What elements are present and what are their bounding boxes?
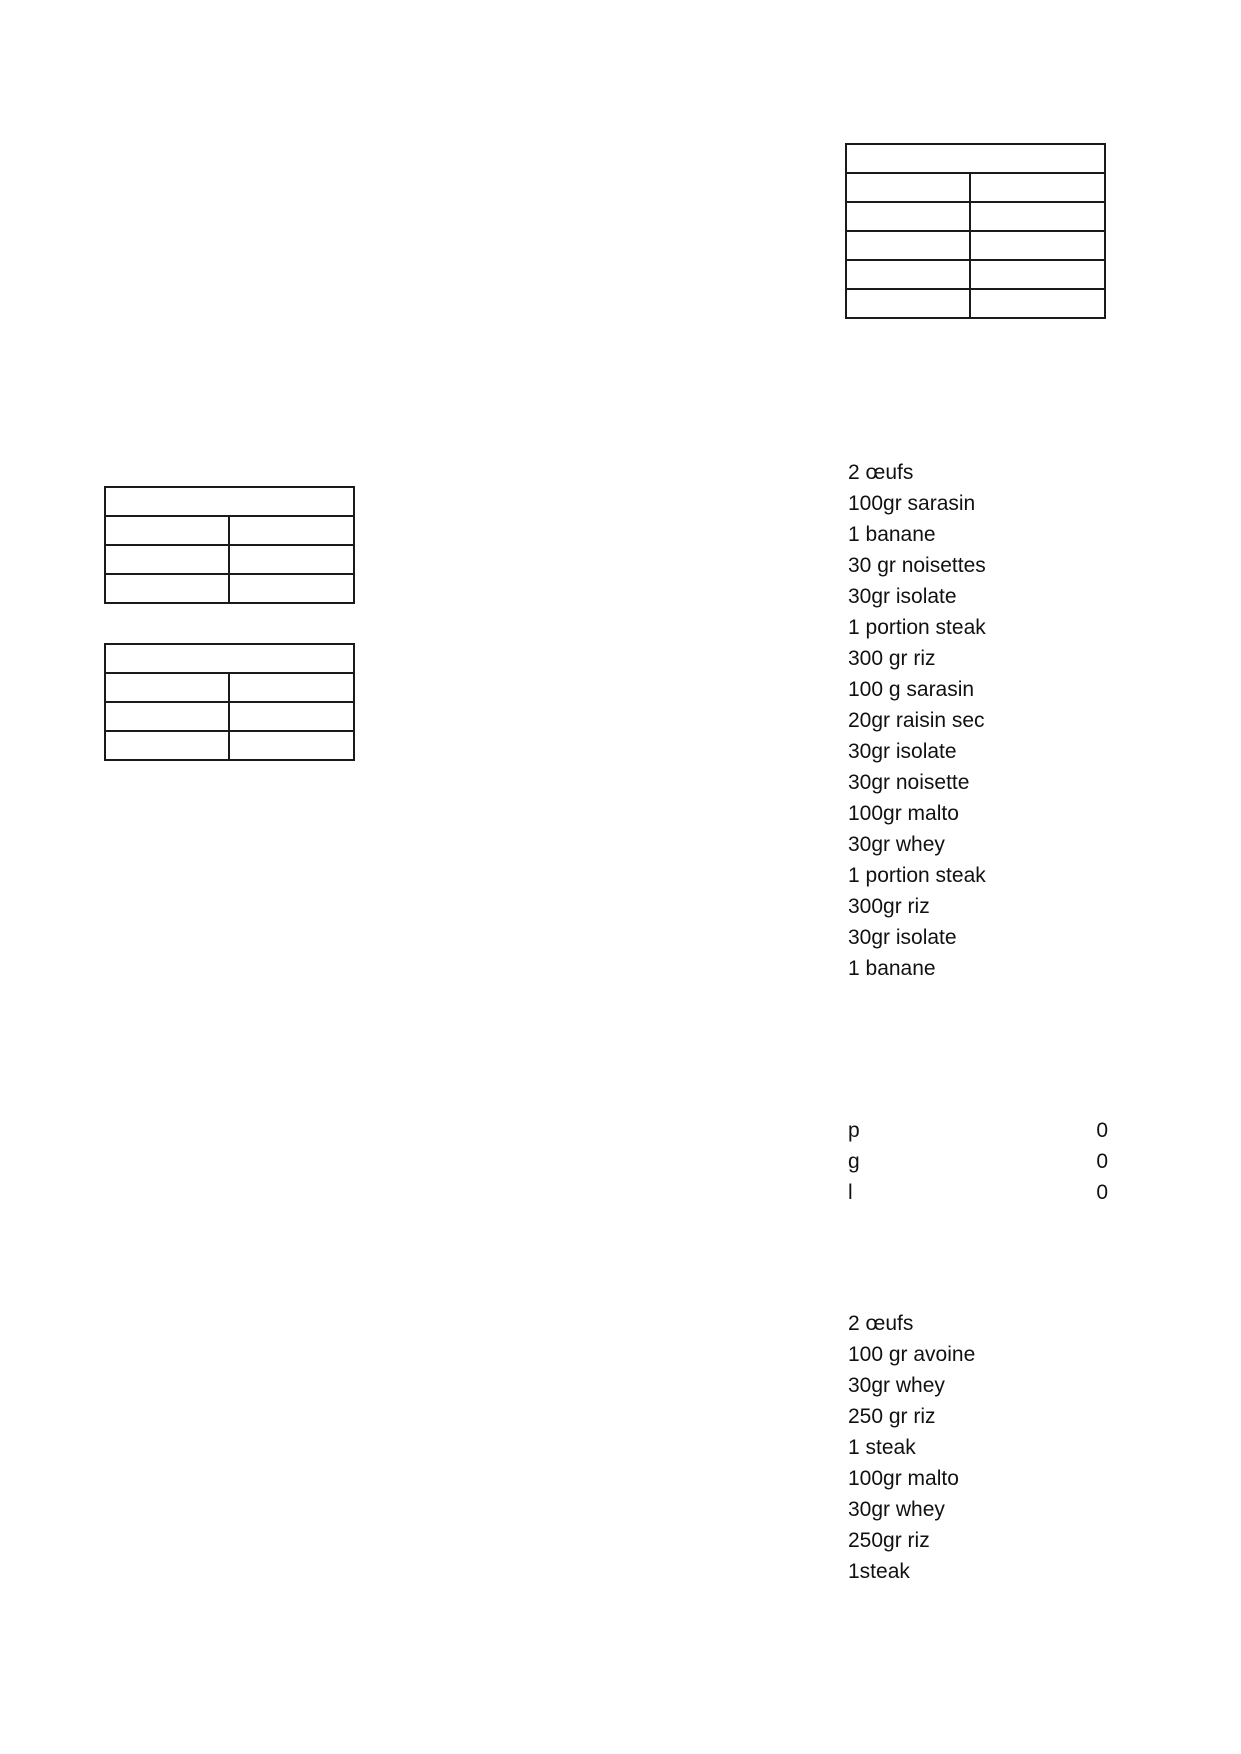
table-cell [846,231,970,260]
table-cell [229,702,354,731]
list-item: 250gr riz [848,1529,930,1552]
table-cell [970,173,1105,202]
list-item: 1 portion steak [848,864,986,887]
list-item: 1 steak [848,1436,916,1459]
table-cell [105,516,229,545]
left-table-2 [104,643,355,761]
table-row [846,173,1105,202]
list-item: 250 gr riz [848,1405,936,1428]
list-item: 100gr malto [848,1467,959,1490]
table-cell [229,673,354,702]
macro-value: 0 [1096,1150,1108,1173]
list-item: 1steak [848,1560,910,1583]
table-cell [846,202,970,231]
list-item: 2 œufs [848,461,914,484]
table-cell [105,731,229,760]
list-item: 1 portion steak [848,616,986,639]
table-row [105,516,354,545]
list-item: 100gr sarasin [848,492,976,515]
table-row [105,574,354,603]
table-cell [846,260,970,289]
list-item: 100 gr avoine [848,1343,976,1366]
table-cell [105,673,229,702]
table-row [105,545,354,574]
list-item: 30gr whey [848,1374,945,1397]
macro-label: g [848,1150,860,1173]
list-item: 30gr whey [848,833,945,856]
ingredient-list-2 [848,1308,975,1587]
list-item: 30gr isolate [848,926,957,949]
right-top-table [845,143,1106,319]
table-row [846,231,1105,260]
table-cell [970,202,1105,231]
table-row [846,202,1105,231]
table-row [105,731,354,760]
macro-value: 0 [1096,1181,1108,1204]
macro-label: p [848,1119,860,1142]
list-item: 2 œufs [848,1312,914,1335]
table-row [846,260,1105,289]
table-row [105,673,354,702]
list-item: 30gr whey [848,1498,945,1521]
table-title-cell [105,644,354,673]
list-item: 30 gr noisettes [848,554,986,577]
macro-label: l [848,1181,853,1204]
list-item: 1 banane [848,523,936,546]
table-title-cell [105,487,354,516]
list-item: 30gr noisette [848,771,970,794]
table-cell [105,574,229,603]
list-item: 300 gr riz [848,647,936,670]
table-cell [846,173,970,202]
table-cell [105,545,229,574]
table-cell [970,260,1105,289]
table-title-cell [846,144,1105,173]
macro-row-fat [848,1177,1108,1208]
list-item: 300gr riz [848,895,930,918]
table-cell [105,702,229,731]
list-item: 100gr malto [848,802,959,825]
table-cell [229,574,354,603]
table-cell [970,289,1105,318]
macro-row-protein [848,1115,1108,1146]
left-table-1 [104,486,355,604]
list-item: 1 banane [848,957,936,980]
table-cell [229,731,354,760]
macro-row-carbs [848,1146,1108,1177]
table-cell [970,231,1105,260]
table-row [105,702,354,731]
macros-summary [848,1115,1108,1208]
list-item: 30gr isolate [848,585,957,608]
list-item: 100 g sarasin [848,678,975,701]
macro-value: 0 [1096,1119,1108,1142]
table-row [846,289,1105,318]
table-cell [846,289,970,318]
list-item: 20gr raisin sec [848,709,985,732]
list-item: 30gr isolate [848,740,957,763]
ingredient-list-1 [848,457,986,984]
table-cell [229,545,354,574]
table-cell [229,516,354,545]
